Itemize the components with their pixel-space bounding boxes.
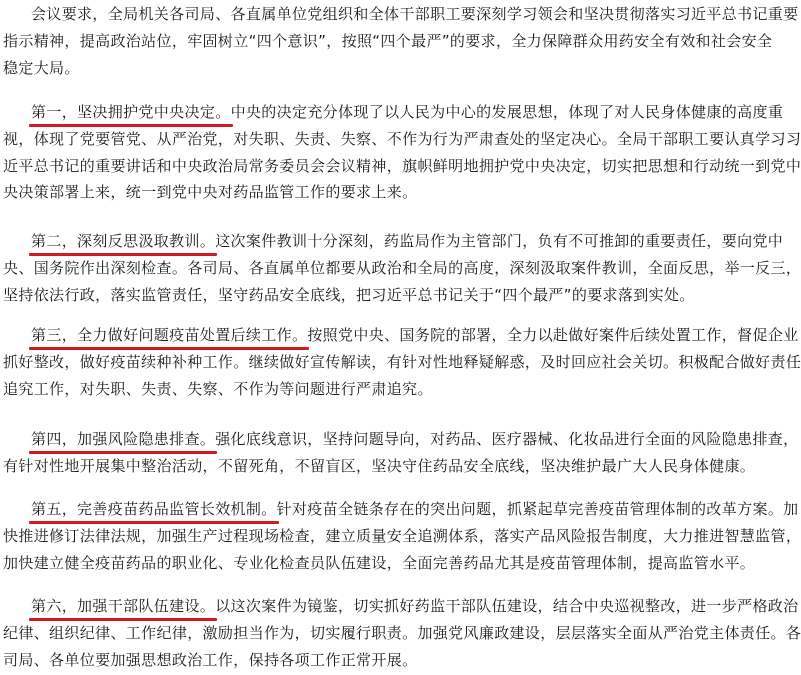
section-heading: 第五，完善疫苗药品监管长效机制。 bbox=[31, 500, 277, 518]
section-heading: 第四，加强风险隐患排查。 bbox=[31, 430, 216, 448]
section-heading: 第二，深刻反思汲取教训。 bbox=[31, 232, 216, 250]
section-heading: 第三，全力做好问题疫苗处置后续工作。 bbox=[31, 326, 308, 344]
paragraph-line: 司局、各单位要加强思想政治工作，保持各项工作正常开展。 bbox=[3, 650, 418, 669]
section-2-paragraph bbox=[0, 231, 801, 305]
paragraph-line: 指示精神，提高政治站位，牢固树立“四个意识”，按照“四个最严”的要求，全力保障群众用药安全有效和社会安全 bbox=[3, 31, 773, 50]
paragraph-text: 这次案件教训十分深刻，药监局作为主管部门，负有不可推卸的重要责任，要向党中 bbox=[215, 232, 784, 250]
paragraph-line: 央决策部署上来，统一到党中央对药品监管工作的要求上来。 bbox=[3, 183, 418, 202]
paragraph-line: 视，体现了党要管党、从严治党，对失职、失责、失察、不作为行为严肃查处的坚定决心。全局干部职工要认真学习习 bbox=[3, 129, 801, 148]
section-4-paragraph bbox=[0, 429, 799, 476]
paragraph-line: 会议要求，全局机关各司局、各直属单位党组织和全体干部职工要深刻学习领会和坚决贯彻落实习近平总书记重要 bbox=[31, 5, 799, 23]
paragraph-line bbox=[0, 231, 784, 251]
paragraph-text: 中央的决定充分体现了以人民为中心的发展思想，体现了对人民身体健康的高度重 bbox=[230, 103, 784, 121]
section-1-paragraph bbox=[0, 102, 801, 202]
section-heading: 第六，加强干部队伍建设。 bbox=[31, 597, 216, 615]
section-5-paragraph bbox=[0, 499, 801, 573]
paragraph-line: 坚持依法行政，落实监管责任，坚守药品安全底线，把习近平总书记关于“四个最严”的要求落到实处。 bbox=[3, 285, 695, 304]
paragraph-text: 针对疫苗全链条存在的突出问题，抓紧起草完善疫苗管理体制的改革方案。加 bbox=[276, 500, 799, 518]
paragraph-text: 按照党中央、国务院的部署，全力以赴做好案件后续处置工作，督促企业 bbox=[307, 326, 799, 344]
paragraph-line: 追究工作，对失职、失责、失察、不作为等问题进行严肃追究。 bbox=[3, 379, 433, 398]
section-6-paragraph bbox=[0, 596, 801, 670]
paragraph-line: 纪律、组织纪律、工作纪律，激励担当作为，切实履行职责。加强党风廉政建设，层层落实全面从严治党主体责任。各 bbox=[3, 623, 801, 642]
paragraph-line bbox=[0, 429, 799, 449]
section-3-paragraph bbox=[0, 325, 801, 399]
paragraph-line bbox=[0, 325, 799, 345]
paragraph-line: 快推进修订法律法规，加强生产过程现场检查，建立质量安全追溯体系，落实产品风险报告制度，大力推进智慧监管， bbox=[3, 526, 801, 545]
paragraph-text: 强化底线意识，坚持问题导向，对药品、医疗器械、化妆品进行全面的风险隐患排查， bbox=[215, 430, 799, 448]
paragraph-line: 稳定大局。 bbox=[3, 58, 80, 77]
paragraph-line bbox=[0, 499, 799, 519]
paragraph-text: 以这次案件为镜鉴，切实抓好药监干部队伍建设，结合中央巡视整改，进一步严格政治 bbox=[215, 597, 799, 615]
paragraph-line bbox=[0, 596, 799, 616]
paragraph-line: 加快建立健全疫苗药品的职业化、专业化检查员队伍建设，全面完善药品尤其是疫苗管理体制，提高监管水平。 bbox=[3, 553, 756, 572]
paragraph-line: 近平总书记的重要讲话和中央政治局常务委员会会议精神，旗帜鲜明地拥护党中央决定，切实把思想和行动统一到党中 bbox=[3, 156, 801, 175]
paragraph-line: 抓好整改，做好疫苗续种补种工作。继续做好宣传解读，有针对性地释疑解惑，及时回应社会关切。积极配合做好责任 bbox=[3, 352, 801, 371]
intro-paragraph bbox=[0, 4, 799, 78]
paragraph-line: 央、国务院作出深刻检查。各司局、各直属单位都要从政治和全局的高度，深刻汲取案件教训，全面反思，举一反三， bbox=[3, 258, 801, 277]
paragraph-line bbox=[0, 102, 784, 122]
section-heading: 第一，坚决拥护党中央决定。 bbox=[31, 103, 231, 121]
paragraph-line: 有针对性地开展集中整治活动，不留死角，不留盲区，坚决守住药品安全底线，坚决维护最广大人民身体健康。 bbox=[3, 456, 756, 475]
